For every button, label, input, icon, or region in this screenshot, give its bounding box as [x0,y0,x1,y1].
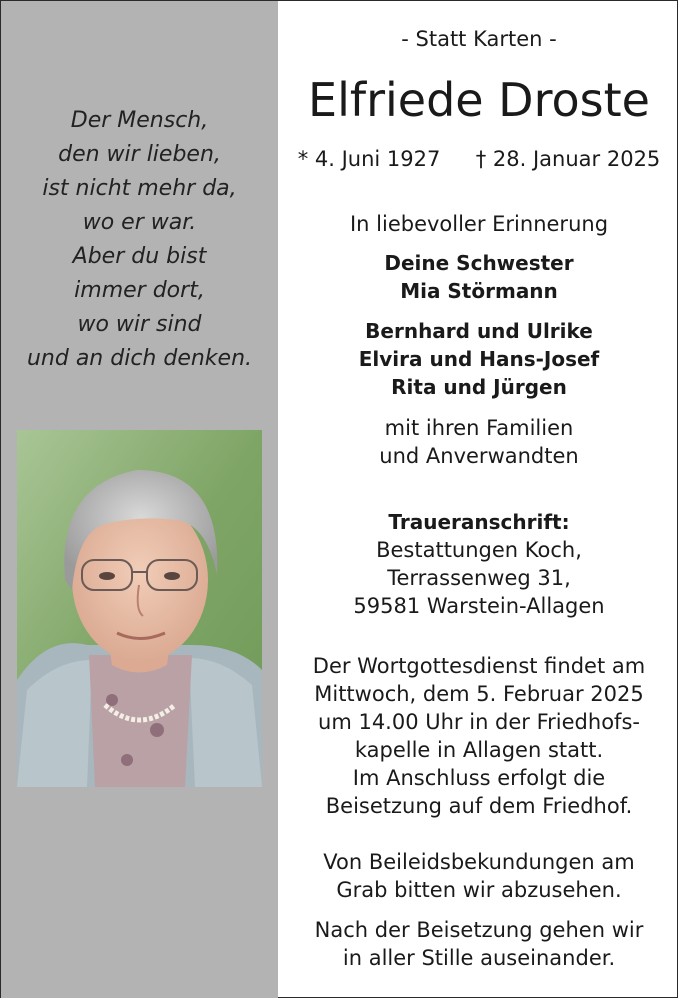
mourner-line: Bernhard und Ulrike [365,319,593,343]
mourner-line: Mia Störmann [400,279,558,303]
families-line: mit ihren Familien [384,416,574,440]
mourner-line: Elvira und Hans-Josef [358,347,600,371]
pre-title: - Statt Karten - [401,27,557,51]
condolences-line: Von Beileidsbekundungen am [323,850,635,874]
closing-line: Nach der Beisetzung gehen wir [314,918,644,942]
death-date: † 28. Januar 2025 [475,147,661,171]
poem-line: wo wir sind [77,312,202,337]
main-column [279,0,679,1000]
birth-date: * 4. Juni 1927 [297,147,441,171]
closing-line: in aller Stille auseinander. [342,946,616,970]
service-line: Der Wortgottesdienst findet am [312,654,646,678]
service-line: um 14.00 Uhr in der Friedhofs- [318,710,640,734]
address-line: Bestattungen Koch, [376,538,582,562]
families-line: und Anverwandten [379,444,579,468]
condolences-line: Grab bitten wir abzusehen. [336,878,622,902]
address-label: Traueranschrift: [388,510,570,534]
poem-line: Aber du bist [72,244,207,269]
poem-line: und an dich denken. [26,346,253,371]
poem-line: immer dort, [74,278,205,303]
service-line: Im Anschluss erfolgt die [352,766,606,790]
poem-line: ist nicht mehr da, [42,176,237,201]
mourner-line: Rita und Jürgen [391,375,567,399]
poem-line: Der Mensch, [70,108,209,133]
portrait-photo [17,430,262,787]
address-line: 59581 Warstein-Allagen [353,594,605,618]
address-line: Terrassenweg 31, [387,566,571,590]
service-line: Beisetzung auf dem Friedhof. [325,794,633,818]
deceased-name: Elfriede Droste [308,73,650,127]
poem [1,104,278,376]
poem-line: wo er war. [82,210,197,235]
service-line: kapelle in Allagen statt. [354,738,604,762]
intro-text: In liebevoller Erinnerung [349,212,609,236]
service-line: Mittwoch, dem 5. Februar 2025 [314,682,644,706]
mourner-line: Deine Schwester [384,251,574,275]
poem-line: den wir lieben, [58,142,221,167]
life-dates [279,145,679,173]
